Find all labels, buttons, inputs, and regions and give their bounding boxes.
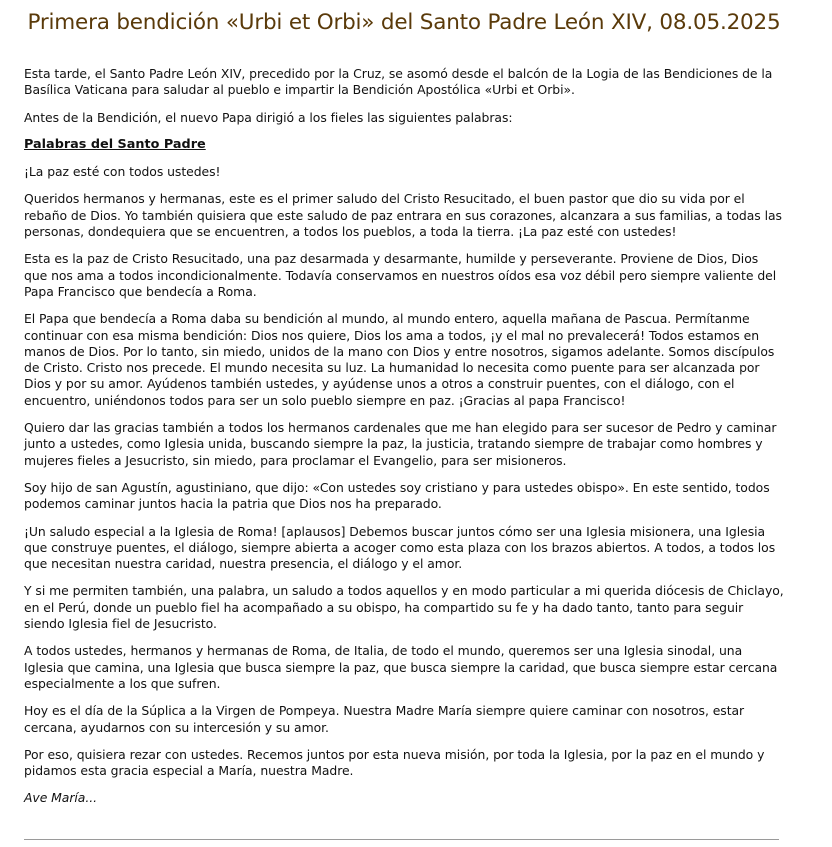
speech-paragraph: Hoy es el día de la Súplica a la Virgen de Pompeya. Nuestra Madre María siempre quiere caminar con nosotros, estar cercana, ayudarnos con su intercesión y su amor. bbox=[24, 703, 745, 735]
speech-paragraph: ¡Un saludo especial a la Iglesia de Roma! [aplausos] Debemos buscar juntos cómo ser una Iglesia misionera, una Iglesia que construye puentes, el diálogo, siempre abierta a acoger como esta plaza con los brazos abiertos. A todos, a todos los que necesitan nuestra caridad, nuestra presencia, el diálogo y el amor. bbox=[24, 523, 776, 572]
speech-paragraph: ¡La paz esté con todos ustedes! bbox=[24, 164, 221, 180]
speech-paragraph: Esta es la paz de Cristo Resucitado, una paz desarmada y desarmante, humilde y perseverante. Proviene de Dios, Dios que nos ama a todos incondicionalmente. Todavía conservamos en nuestros oídos esa voz débil pero siempre valiente del Papa Francisco que bendecía a Roma. bbox=[24, 251, 777, 299]
intro-paragraph: Esta tarde, el Santo Padre León XIV, precedido por la Cruz, se asomó desde el balcón de la Logia de las Bendiciones de la Basílica Vaticana para saludar al pueblo e impartir la Bendición Apostólica «Urbi et Orbi». bbox=[24, 66, 773, 98]
speech-paragraph: Por eso, quisiera rezar con ustedes. Recemos juntos por esta nueva misión, por toda la Iglesia, por la paz en el mundo y pidamos esta gracia especial a María, nuestra Madre. bbox=[24, 746, 765, 779]
speech-paragraph: A todos ustedes, hermanos y hermanas de Roma, de Italia, de todo el mundo, queremos ser una Iglesia sinodal, una Iglesia que camina, una Iglesia que busca siempre la paz, que busca siempre la caridad, que busca siempre estar cercana especialmente a los que sufren. bbox=[24, 643, 778, 691]
speech-paragraph: Soy hijo de san Agustín, agustiniano, que dijo: «Con ustedes soy cristiano y para ustedes obispo». En este sentido, todos podemos caminar juntos hacia la patria que Dios nos ha preparado. bbox=[24, 479, 770, 512]
closing-line: Ave María... bbox=[24, 790, 97, 806]
speech-paragraph: Y si me permiten también, una palabra, un saludo a todos aquellos y en modo particular a mi querida diócesis de Chiclayo, en el Perú, donde un pueblo fiel ha acompañado a su obispo, ha compartido su fe y ha dado tanto, tanto para seguir siendo Iglesia fiel de Jesucristo. bbox=[24, 583, 784, 632]
article-body bbox=[24, 66, 784, 807]
speech-paragraph: Quiero dar las gracias también a todos los hermanos cardenales que me han elegido para ser sucesor de Pedro y caminar junto a ustedes, como Iglesia unida, buscando siempre la paz, la justicia, tratando siempre de trabajar como hombres y mujeres fieles a Jesucristo, sin miedo, para proclamar el Evangelio, para ser misioneros. bbox=[24, 420, 777, 468]
section-heading: Palabras del Santo Padre bbox=[24, 136, 206, 152]
divider bbox=[24, 839, 779, 840]
article bbox=[24, 0, 784, 818]
speech-paragraph: Queridos hermanos y hermanas, este es el primer saludo del Cristo Resucitado, el buen pastor que dio su vida por el rebaño de Dios. Yo también quisiera que este saludo de paz entrara en sus corazones, alcanzara a sus familias, a todas las personas, dondequiera que se encuentren, a todos los pueblos, a toda la tierra. ¡La paz esté con ustedes! bbox=[24, 191, 782, 240]
page-title: Primera bendición «Urbi et Orbi» del Santo Padre León XIV, 08.05.2025 bbox=[27, 10, 781, 35]
speech-paragraph: El Papa que bendecía a Roma daba su bendición al mundo, al mundo entero, aquella mañana de Pascua. Permítanme continuar con esa misma bendición: Dios nos quiere, Dios los ama a todos, ¡y el mal no prevalecerá! Todos estamos en manos de Dios. Por lo tanto, sin miedo, unidos de la mano con Dios y entre nosotros, sigamos adelante. Somos discípulos de Cristo. Cristo nos precede. El mundo necesita su luz. La humanidad lo necesita como puente para ser alcanzada por Dios y por su amor. Ayúdenos también ustedes, y ayúdense unos a otros a construir puentes, con el diálogo, con el encuentro, uniéndonos todos para ser un solo pueblo siempre en paz. ¡Gracias al papa Francisco! bbox=[24, 311, 775, 408]
intro-paragraph: Antes de la Bendición, el nuevo Papa dirigió a los fieles las siguientes palabras: bbox=[24, 109, 513, 125]
